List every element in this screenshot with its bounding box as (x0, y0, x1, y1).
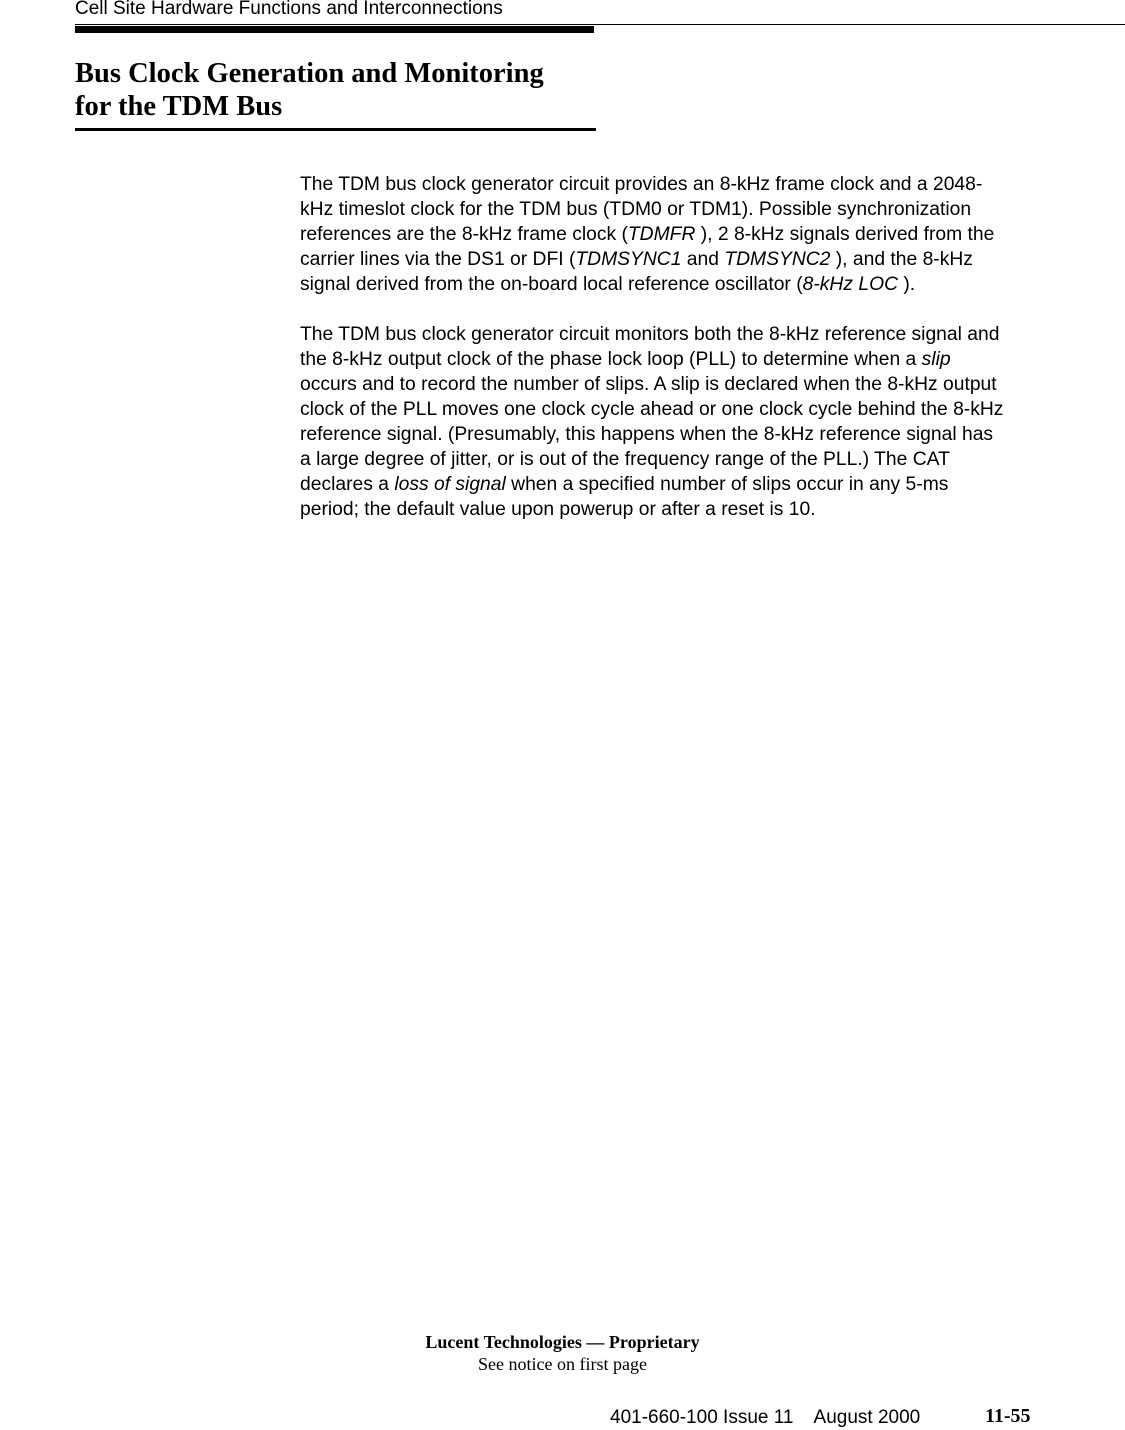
text-run: ), and the 8-kHz (830, 249, 973, 270)
text-run: reference signal. (Presumably, this happens when the 8-kHz reference signal has (300, 424, 994, 445)
footer-company: Lucent Technologies — Proprietary (425, 1332, 700, 1352)
text-run: period; the default value upon powerup or after a reset is 10. (300, 499, 816, 520)
text-line (300, 472, 1050, 497)
text-run: a large degree of jitter, or is out of the frequency range of the PLL.) The CAT (300, 449, 950, 470)
text-run: references are the 8-kHz frame clock ( (300, 224, 628, 245)
italic-term: 8-kHz LOC (802, 274, 898, 295)
text-line (300, 397, 1050, 422)
header-bar (75, 26, 594, 33)
text-line (300, 197, 1050, 222)
text-run: occurs and to record the number of slips. A slip is declared when the 8-kHz output (300, 374, 997, 395)
italic-term: loss of signal (394, 474, 506, 495)
text-line (300, 422, 1050, 447)
text-line (300, 222, 1050, 247)
text-run: declares a (300, 474, 395, 495)
page-number: 11-55 (985, 1405, 1031, 1427)
paragraph (300, 172, 1050, 297)
section-title (75, 57, 615, 123)
title-rule (75, 128, 596, 131)
section-title-line: Bus Clock Generation and Monitoring (75, 58, 544, 89)
text-run: the 8-kHz output clock of the phase lock loop (PLL) to determine when a (300, 349, 922, 370)
text-line (300, 372, 1050, 397)
text-line (300, 172, 1050, 197)
section-title-line: for the TDM Bus (75, 91, 283, 122)
text-line (300, 272, 1050, 297)
paragraph (300, 322, 1050, 522)
footer-doc-info: 401-660-100 Issue 11 August 2000 (610, 1407, 921, 1428)
body-text (300, 172, 1050, 547)
text-line (300, 247, 1050, 272)
italic-term: slip (921, 349, 951, 370)
text-line (300, 322, 1050, 347)
italic-term: TDMSYNC1 (575, 249, 682, 270)
text-run: signal derived from the on-board local reference oscillator ( (300, 274, 803, 295)
text-run: carrier lines via the DS1 or DFI ( (300, 249, 576, 270)
text-run: ), 2 8-kHz signals derived from the (695, 224, 995, 245)
italic-term: TDMSYNC2 (724, 249, 831, 270)
text-run: The TDM bus clock generator circuit provides an 8-kHz frame clock and a 2048- (300, 174, 983, 195)
text-line (300, 447, 1050, 472)
text-line (300, 497, 1050, 522)
text-run: clock of the PLL moves one clock cycle ahead or one clock cycle behind the 8-kHz (300, 399, 1004, 420)
italic-term: TDMFR (627, 224, 696, 245)
text-run: kHz timeslot clock for the TDM bus (TDM0 or TDM1). Possible synchronization (300, 199, 972, 220)
text-run: ). (898, 274, 916, 295)
text-run: The TDM bus clock generator circuit monitors both the 8-kHz reference signal and (300, 324, 1000, 345)
footer-notice: See notice on first page (478, 1354, 647, 1374)
text-line (300, 347, 1050, 372)
header-rule (75, 24, 1125, 25)
text-run: when a specified number of slips occur in any 5-ms (505, 474, 949, 495)
text-run: and (681, 249, 725, 270)
running-header: Cell Site Hardware Functions and Interconnections (75, 0, 503, 19)
